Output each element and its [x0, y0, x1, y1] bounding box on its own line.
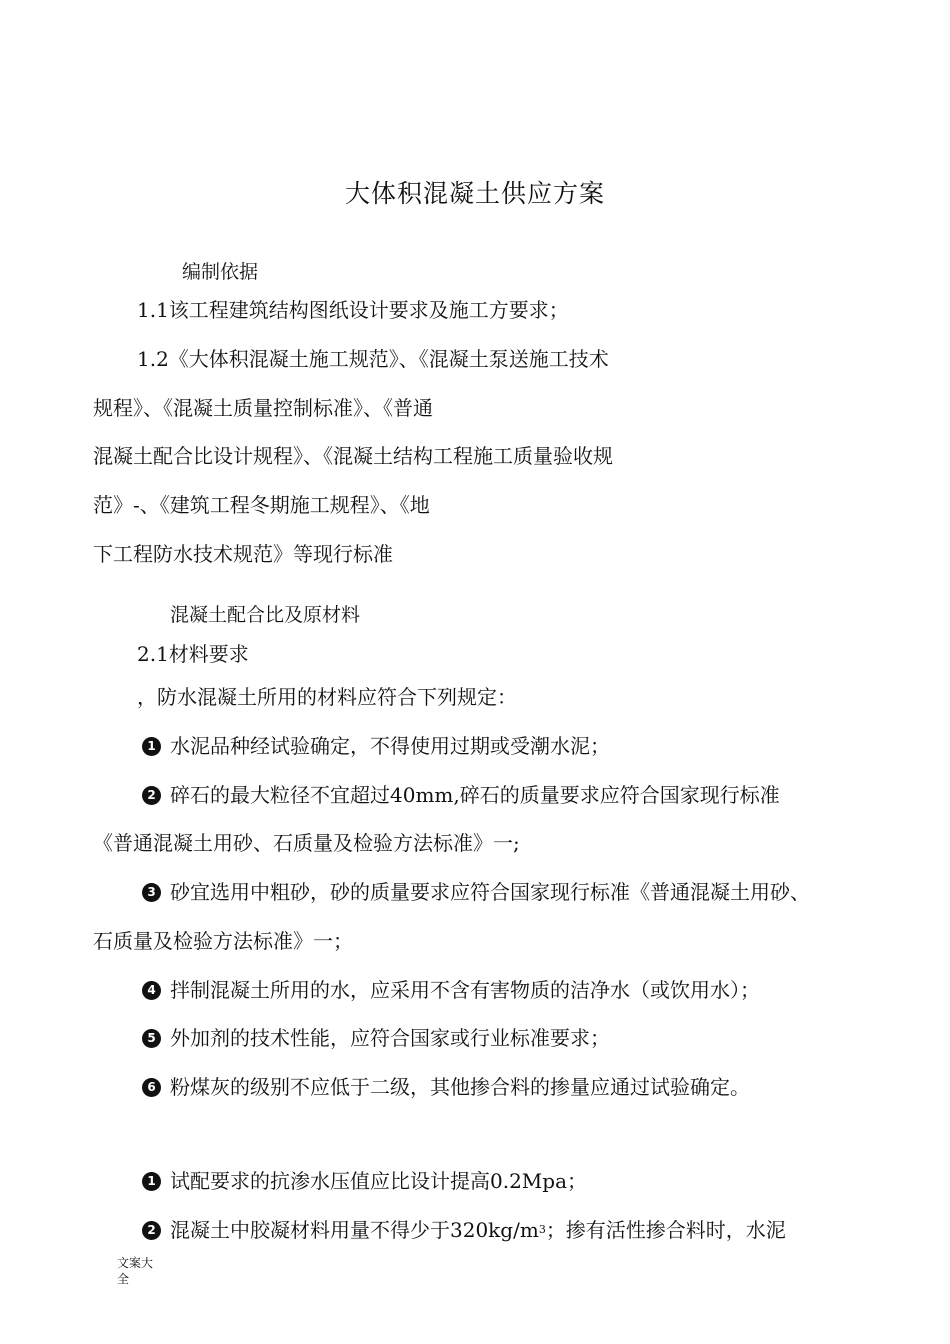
list-item-text: 水泥品种经试验确定，不得使用过期或受潮水泥； — [170, 734, 610, 758]
document-title: 大体积混凝土供应方案 — [344, 179, 605, 208]
section-1-heading: 编制依据 — [182, 261, 259, 283]
unit-superscript: 3 — [538, 1223, 546, 1236]
number-badge: 2 — [142, 1221, 161, 1240]
number-badge: 6 — [142, 1078, 161, 1097]
paragraph-1-2-line-1: 1.2《大体积混凝土施工规范》、《混凝土泵送施工技术 — [137, 347, 609, 371]
list-item-text: 试配要求的抗渗水压值应比设计提高0.2Mpa； — [170, 1169, 588, 1193]
list-item — [142, 1216, 786, 1244]
list-item-text-start: 混凝土中胶凝材料用量不得少于320kg/m — [170, 1218, 539, 1242]
list-item — [142, 1073, 750, 1101]
number-badge: 1 — [142, 1172, 161, 1191]
list-item-continuation: 石质量及检验方法标准》一； — [93, 929, 353, 953]
paragraph-1-2-line-5: 下工程防水技术规范》等现行标准 — [93, 542, 393, 566]
list-item — [142, 1167, 587, 1195]
paragraph-1-2-line-4: 范》-、《建筑工程冬期施工规程》、《地 — [93, 493, 430, 517]
number-badge: 3 — [142, 883, 161, 902]
number-badge: 4 — [142, 981, 161, 1000]
list-item-text: 外加剂的技术性能，应符合国家或行业标准要求； — [170, 1026, 610, 1050]
subsection-2-1: 2.1材料要求 — [137, 642, 249, 666]
list-item-continuation: 《普通混凝土用砂、石质量及检验方法标准》一; — [93, 831, 520, 855]
list-item-text: 碎石的最大粒径不宜超过40mm,碎石的质量要求应符合国家现行标准 — [170, 783, 780, 807]
paragraph-1-1: 1.1该工程建筑结构图纸设计要求及施工方要求； — [137, 298, 569, 322]
list-item-text: 粉煤灰的级别不应低于二级，其他掺合料的掺量应通过试验确定。 — [170, 1075, 750, 1099]
list-item — [142, 781, 780, 809]
footer-text: 文案大全 — [117, 1256, 154, 1286]
list-item — [142, 878, 810, 906]
list-item-text-end: ；掺有活性掺合料时，水泥 — [545, 1218, 786, 1242]
paragraph-1-2-line-3: 混凝土配合比设计规程》、《混凝土结构工程施工质量验收规 — [93, 444, 613, 468]
list-item-text: 拌制混凝土所用的水，应采用不含有害物质的洁净水（或饮用水）； — [170, 978, 760, 1002]
number-badge: 1 — [142, 737, 161, 756]
list-item-text: 砂宜选用中粗砂，砂的质量要求应符合国家现行标准《普通混凝土用砂、 — [170, 880, 810, 904]
list-item — [142, 732, 610, 760]
paragraph-1-2-line-2: 规程》、《混凝土质量控制标准》、《普通 — [93, 396, 433, 420]
list-item — [142, 1024, 610, 1052]
section-2-heading: 混凝土配合比及原材料 — [170, 604, 361, 626]
number-badge: 2 — [142, 786, 161, 805]
list-item — [142, 976, 760, 1004]
number-badge: 5 — [142, 1029, 161, 1048]
materials-intro: ，防水混凝土所用的材料应符合下列规定： — [137, 685, 517, 709]
